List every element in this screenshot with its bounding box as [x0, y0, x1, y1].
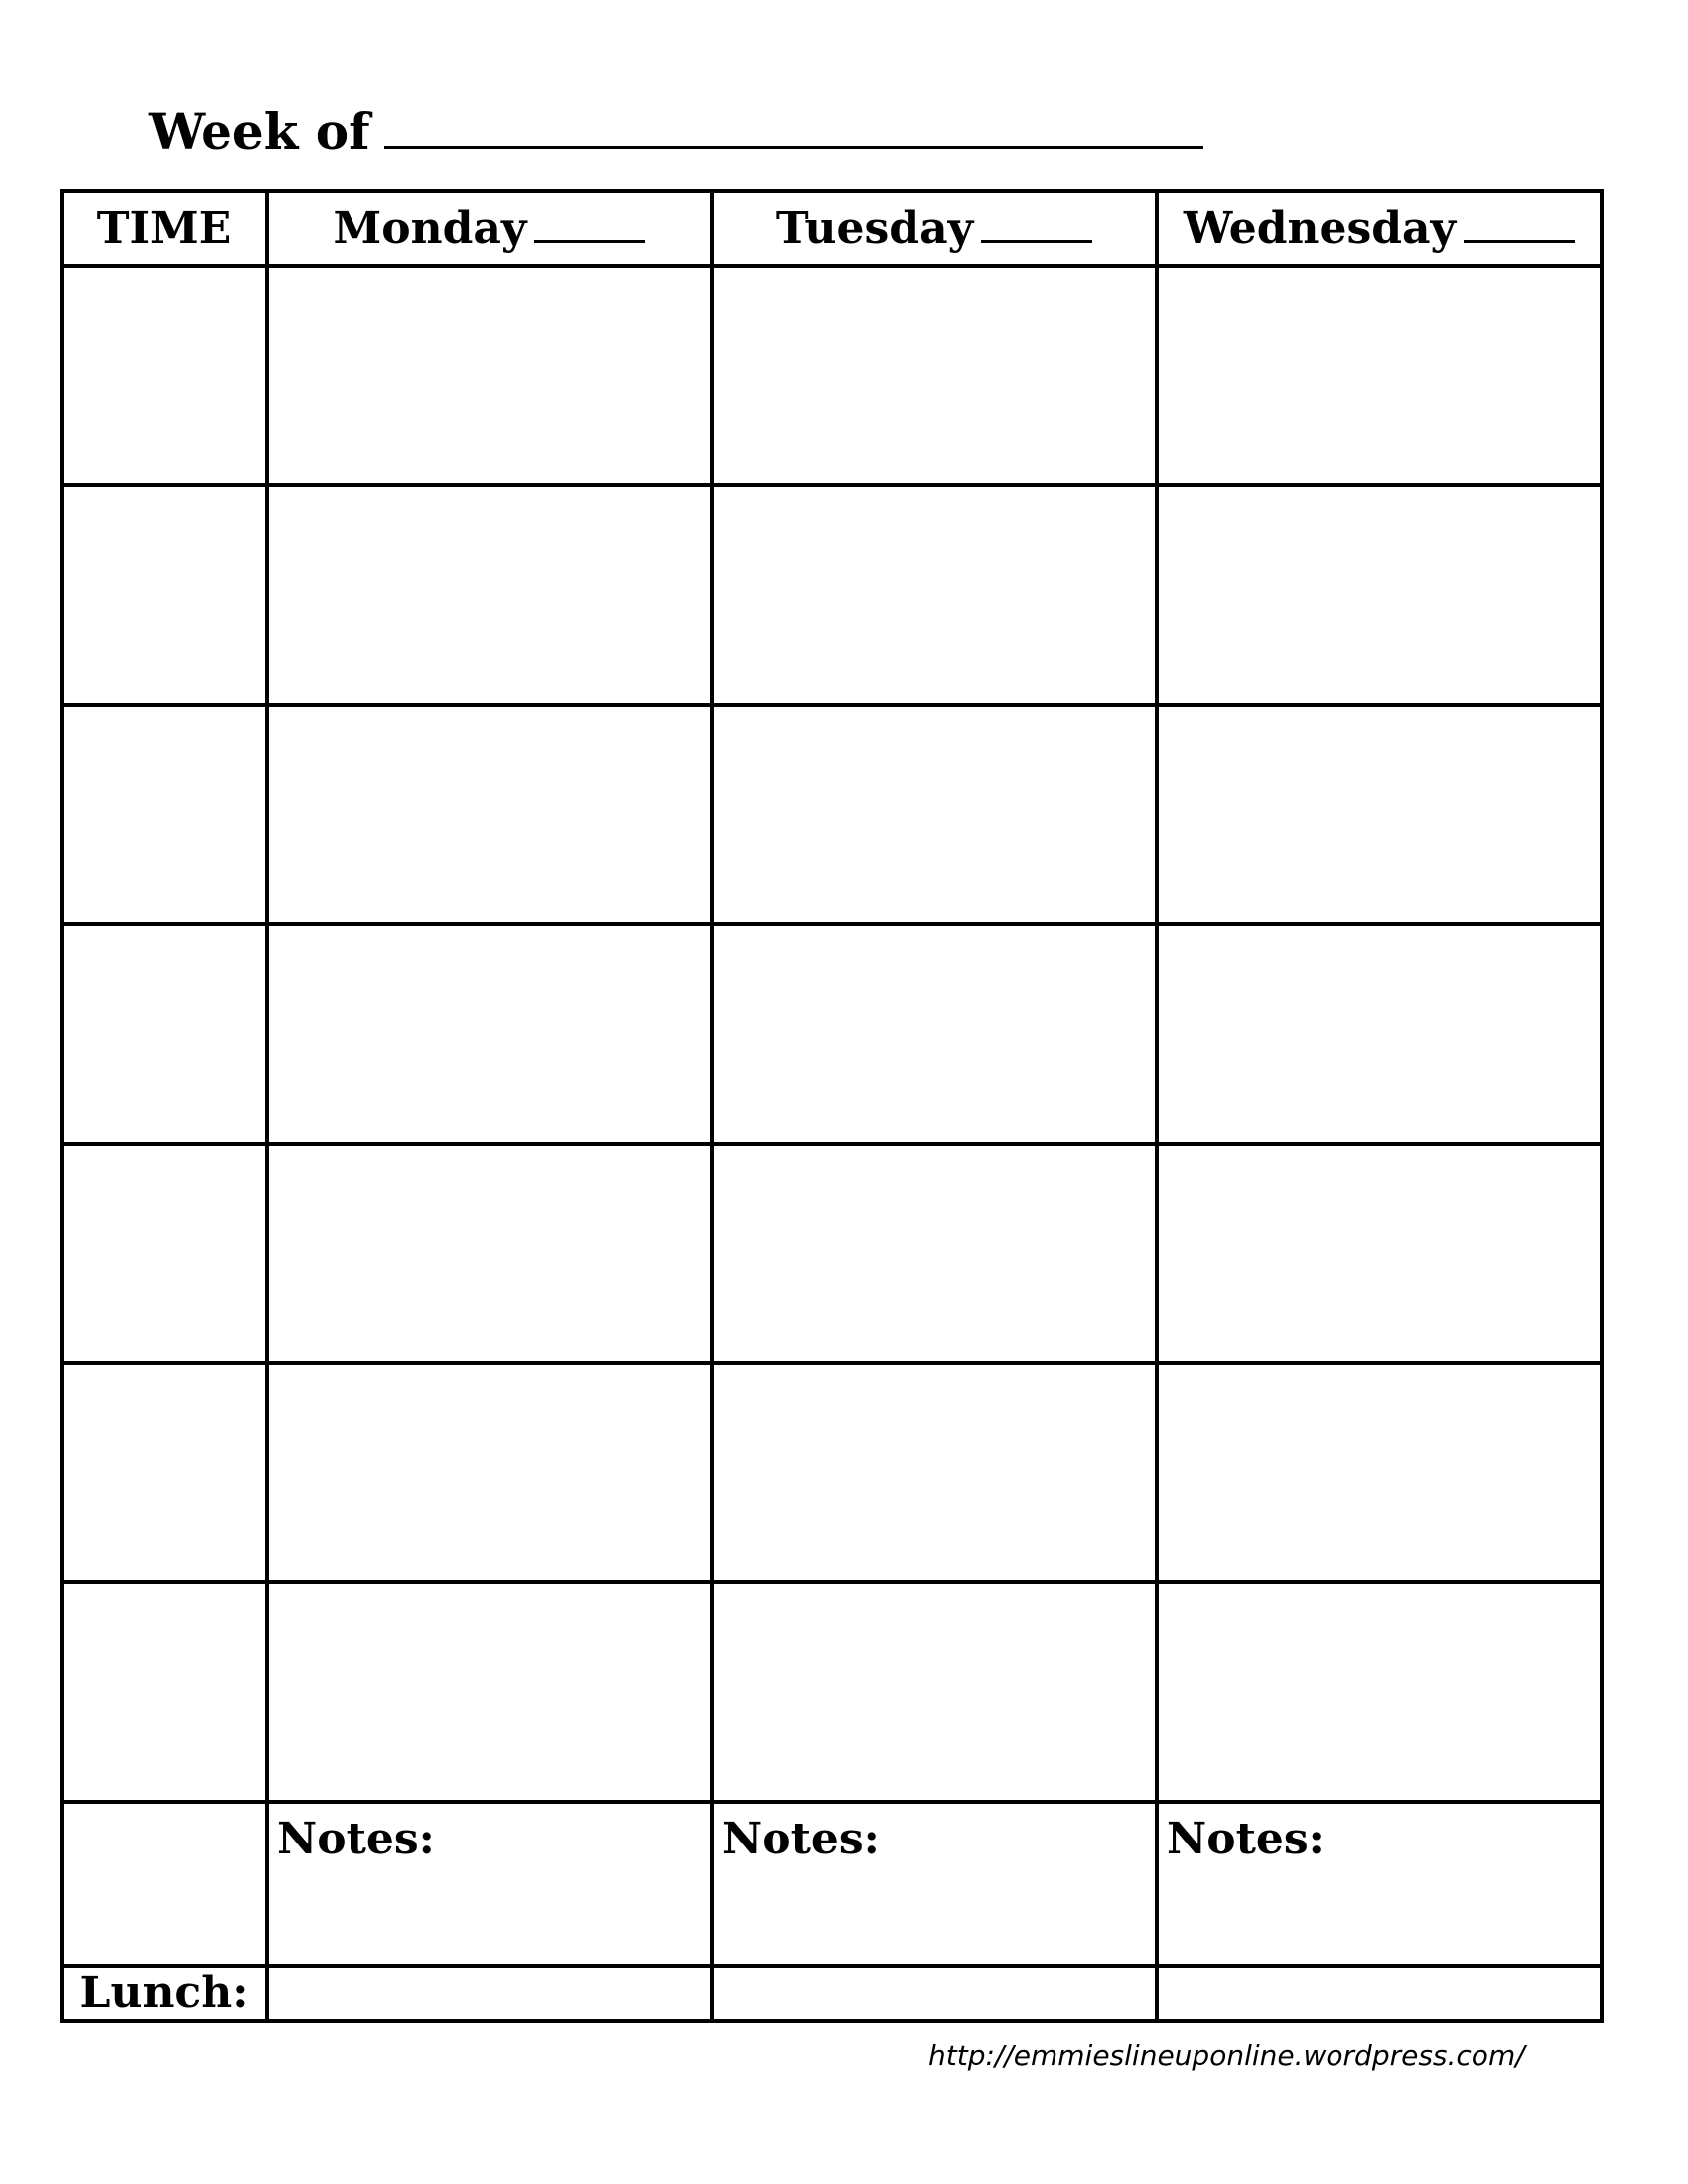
- wednesday-lunch-cell[interactable]: [1157, 1966, 1602, 2021]
- wednesday-cell[interactable]: [1157, 485, 1602, 705]
- lunch-label-cell: [62, 1966, 267, 2021]
- monday-label: Monday: [333, 203, 527, 254]
- monday-cell[interactable]: [267, 1582, 712, 1802]
- wednesday-cell[interactable]: [1157, 266, 1602, 485]
- notes-time-cell[interactable]: [62, 1802, 267, 1966]
- weekly-schedule-table: [60, 189, 1604, 2023]
- time-slot-row: [62, 705, 1602, 924]
- tuesday-cell[interactable]: [712, 924, 1157, 1144]
- source-url: http://emmieslineuponline.wordpress.com/: [928, 2039, 1525, 2072]
- monday-cell[interactable]: [267, 266, 712, 485]
- time-slot-row: [62, 1144, 1602, 1363]
- time-cell[interactable]: [62, 1363, 267, 1582]
- week-of-blank-line[interactable]: [384, 104, 1203, 149]
- wednesday-cell[interactable]: [1157, 1363, 1602, 1582]
- tuesday-lunch-cell[interactable]: [712, 1966, 1157, 2021]
- monday-cell[interactable]: [267, 1363, 712, 1582]
- time-cell[interactable]: [62, 266, 267, 485]
- header-row: [62, 191, 1602, 266]
- time-cell[interactable]: [62, 1582, 267, 1802]
- page-title: [149, 102, 1203, 161]
- time-slot-row: [62, 1363, 1602, 1582]
- tuesday-column-header: [712, 191, 1157, 266]
- tuesday-cell[interactable]: [712, 266, 1157, 485]
- time-slot-row: [62, 266, 1602, 485]
- notes-label: Notes:: [1167, 1814, 1325, 1864]
- tuesday-cell[interactable]: [712, 485, 1157, 705]
- time-cell[interactable]: [62, 1144, 267, 1363]
- tuesday-label: Tuesday: [775, 203, 974, 254]
- time-cell[interactable]: [62, 924, 267, 1144]
- monday-cell[interactable]: [267, 1144, 712, 1363]
- tuesday-date-blank[interactable]: [981, 208, 1092, 243]
- notes-row: [62, 1802, 1602, 1966]
- wednesday-cell[interactable]: [1157, 705, 1602, 924]
- wednesday-notes-cell[interactable]: [1157, 1802, 1602, 1966]
- notes-label: Notes:: [277, 1814, 435, 1864]
- time-cell[interactable]: [62, 705, 267, 924]
- monday-column-header: [267, 191, 712, 266]
- time-slot-row: [62, 1582, 1602, 1802]
- wednesday-cell[interactable]: [1157, 924, 1602, 1144]
- time-cell[interactable]: [62, 485, 267, 705]
- notes-label: Notes:: [722, 1814, 880, 1864]
- monday-cell[interactable]: [267, 924, 712, 1144]
- monday-lunch-cell[interactable]: [267, 1966, 712, 2021]
- time-slot-row: [62, 485, 1602, 705]
- monday-notes-cell[interactable]: [267, 1802, 712, 1966]
- wednesday-cell[interactable]: [1157, 1144, 1602, 1363]
- monday-cell[interactable]: [267, 705, 712, 924]
- monday-date-blank[interactable]: [534, 208, 645, 243]
- week-of-label: Week of: [149, 102, 370, 161]
- wednesday-date-blank[interactable]: [1464, 208, 1575, 243]
- tuesday-cell[interactable]: [712, 1144, 1157, 1363]
- tuesday-notes-cell[interactable]: [712, 1802, 1157, 1966]
- monday-cell[interactable]: [267, 485, 712, 705]
- lunch-row: [62, 1966, 1602, 2021]
- time-slot-row: [62, 924, 1602, 1144]
- tuesday-cell[interactable]: [712, 1363, 1157, 1582]
- time-column-header: TIME: [62, 191, 267, 266]
- tuesday-cell[interactable]: [712, 1582, 1157, 1802]
- wednesday-label: Wednesday: [1183, 203, 1457, 254]
- lunch-label: Lunch:: [79, 1968, 249, 2019]
- wednesday-column-header: [1157, 191, 1602, 266]
- wednesday-cell[interactable]: [1157, 1582, 1602, 1802]
- tuesday-cell[interactable]: [712, 705, 1157, 924]
